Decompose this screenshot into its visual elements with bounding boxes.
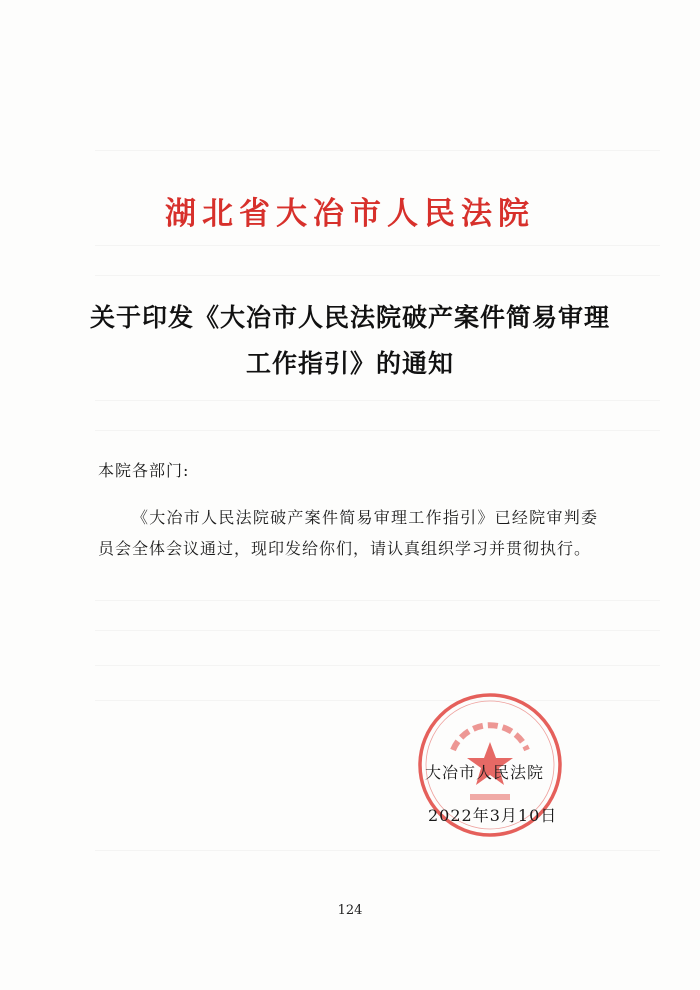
signature-organization: 大冶市人民法院: [425, 763, 545, 782]
bleed-through-line: [95, 245, 660, 246]
bleed-through-line: [95, 665, 660, 666]
document-title-line-2: 工作指引》的通知: [245, 349, 454, 378]
bleed-through-line: [95, 430, 660, 431]
salutation: 本院各部门:: [98, 461, 190, 480]
document-title-line-1: 关于印发《大冶市人民法院破产案件简易审理: [89, 303, 610, 332]
bleed-through-line: [95, 600, 660, 601]
bleed-through-line: [95, 150, 660, 151]
bleed-through-line: [95, 400, 660, 401]
page-number: 124: [337, 903, 363, 918]
bleed-through-line: [95, 275, 660, 276]
body-paragraph: 《大冶市人民法院破产案件简易审理工作指引》已经院审判委员会全体会议通过，现印发给你们，请认真组织学习并贯彻执行。: [98, 508, 598, 558]
bleed-through-line: [95, 700, 660, 701]
issuing-organization-header: 湖北省大冶市人民法院: [165, 196, 535, 232]
bleed-through-line: [95, 850, 660, 851]
signature-date: 2022年3月10日: [428, 806, 558, 825]
bleed-through-line: [95, 630, 660, 631]
